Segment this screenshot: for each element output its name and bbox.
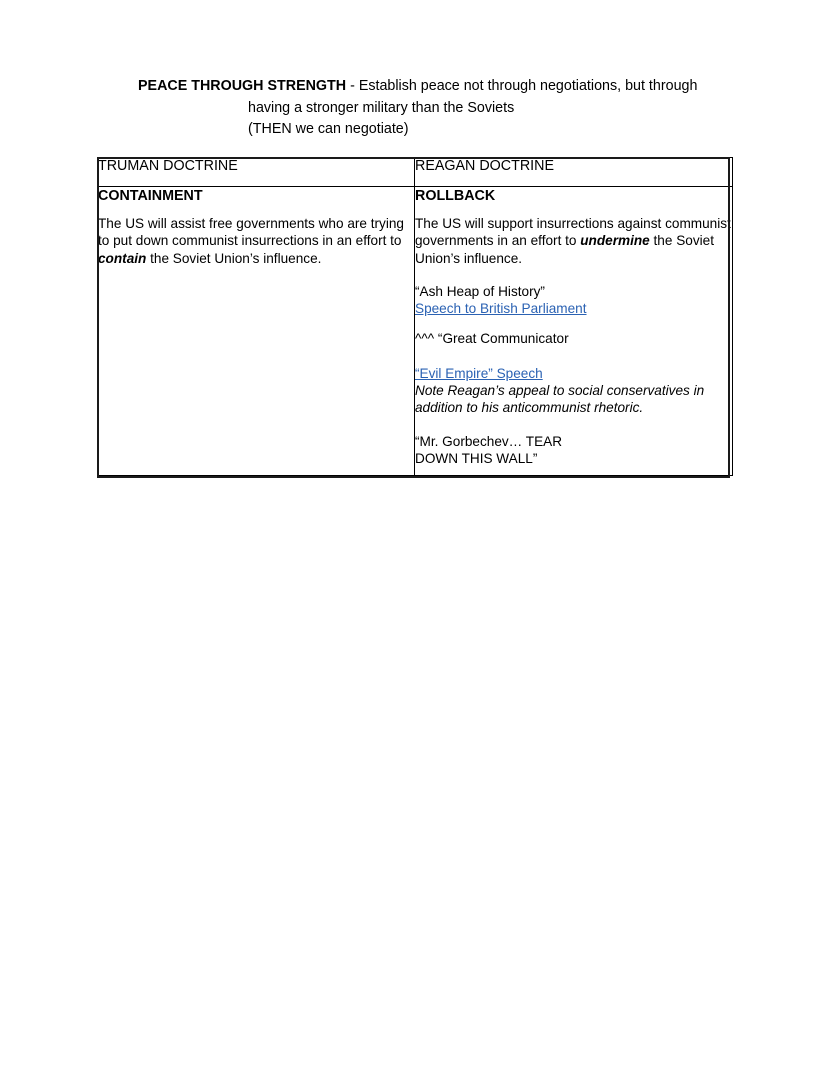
page-heading <box>98 76 734 141</box>
table-body-row <box>98 187 733 476</box>
quote-tear-down-this-wall-line-2: DOWN THIS WALL” <box>415 450 538 466</box>
quote-ash-heap-of-history: “Ash Heap of History” <box>415 283 545 299</box>
reagan-description-post: the Soviet Union’s influence. <box>415 233 714 266</box>
reagan-description <box>415 215 732 267</box>
table-header-row <box>98 158 733 187</box>
truman-description-pre: The US will assist free governments who are trying to put down communist insurrections in an effort to <box>98 216 404 249</box>
heading-line-1-rest: - Establish peace not through negotiations, but through <box>346 78 698 94</box>
spacer <box>415 417 732 433</box>
column-header-reagan: REAGAN DOCTRINE <box>415 158 733 187</box>
heading-line-3: (THEN we can negotiate) <box>248 121 409 137</box>
note-great-communicator: ^^^ “Great Communicator <box>415 331 569 347</box>
heading-bold-lead: PEACE THROUGH STRENGTH <box>138 78 347 94</box>
reagan-subheading: ROLLBACK <box>415 188 496 204</box>
cell-reagan-doctrine <box>415 187 733 476</box>
truman-description <box>98 215 414 267</box>
spacer <box>415 317 732 330</box>
heading-line-1 <box>98 76 734 98</box>
reagan-description-pre: The US will support insurrections against communist governments in an effort to <box>415 216 731 249</box>
truman-emphasis-contain: contain <box>98 250 147 266</box>
quote-tear-down-this-wall-line-1: “Mr. Gorbechev… TEAR <box>415 433 563 449</box>
heading-line-2: having a stronger military than the Soviets <box>248 99 515 116</box>
link-evil-empire-speech[interactable]: “Evil Empire” Speech <box>415 365 543 381</box>
cell-truman-doctrine <box>98 187 415 476</box>
spacer <box>415 348 732 365</box>
doctrine-comparison-table <box>97 157 733 476</box>
reagan-emphasis-undermine: undermine <box>580 233 650 249</box>
truman-description-post: the Soviet Union’s influence. <box>146 250 322 266</box>
link-speech-to-british-parliament[interactable]: Speech to British Parliament <box>415 301 587 317</box>
note-reagan-social-conservatives: Note Reagan’s appeal to social conservatives in addition to his anticommunist rhetoric. <box>415 383 705 416</box>
column-header-truman: TRUMAN DOCTRINE <box>98 158 415 187</box>
truman-subheading: CONTAINMENT <box>98 188 203 204</box>
